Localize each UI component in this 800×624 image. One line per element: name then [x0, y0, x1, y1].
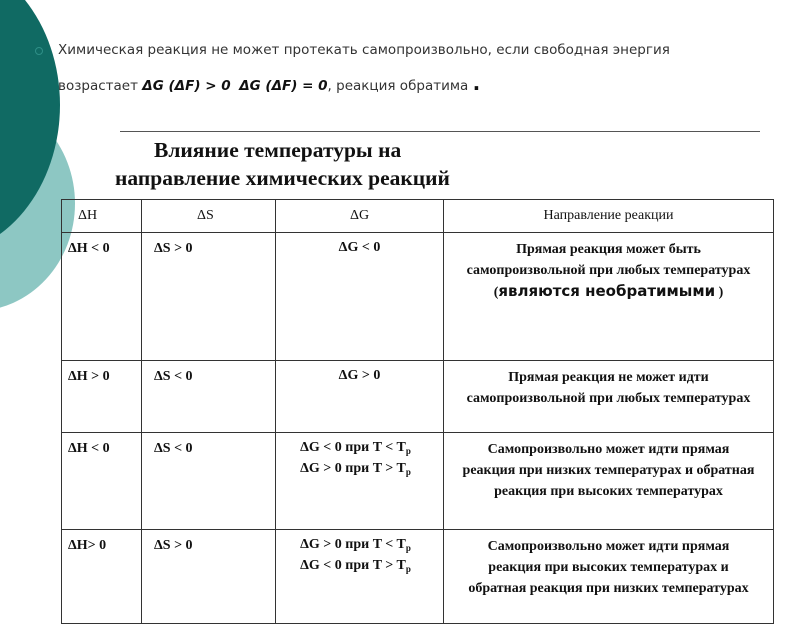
cell-dh: ΔH < 0: [62, 433, 142, 530]
header-dg: ΔG: [276, 200, 444, 233]
direction-text: Прямая реакция может быть самопроизвольной при любых температурах (: [466, 242, 751, 300]
bullet-icon: [35, 47, 43, 55]
cell-dg-line2: [300, 558, 419, 573]
dg-condition-1: ΔG < 0 при T < T: [300, 440, 406, 455]
cell-ds: ΔS > 0: [142, 530, 276, 624]
reaction-direction-table: [61, 199, 774, 624]
dg-condition-2: ΔG < 0 при T > T: [300, 558, 406, 573]
cell-direction: [444, 530, 774, 624]
table-row: [62, 233, 774, 361]
subscript-p: р: [405, 543, 411, 553]
subscript-p: р: [405, 446, 411, 456]
intro-period: .: [472, 71, 481, 95]
divider-line: [120, 131, 760, 132]
direction-text: Прямая реакция не может идти самопроизвольной при любых температурах: [466, 370, 751, 406]
direction-text: Самопроизвольно может идти прямая реакция при высоких температурах и обратная реакция при низких температурах: [468, 539, 749, 596]
cell-dg-line1: [300, 537, 419, 552]
table-row: [62, 530, 774, 624]
direction-emphasis: являются необратимыми: [498, 282, 716, 300]
cell-dg-line1: [300, 440, 419, 455]
cell-dg: [276, 233, 444, 361]
intro-paragraph: [58, 34, 778, 103]
cell-dg: [276, 361, 444, 433]
page-title: [100, 136, 640, 192]
cell-dg-line1: ΔG > 0: [338, 368, 381, 383]
cell-dg-line2: [300, 461, 419, 476]
intro-condition-2: ΔG (ΔF) = 0: [239, 78, 328, 94]
cell-dh: ΔH > 0: [62, 361, 142, 433]
dg-condition-2: ΔG > 0 при T > T: [300, 461, 406, 476]
table-row: [62, 433, 774, 530]
cell-dg: [276, 530, 444, 624]
header-dh: ΔH: [62, 200, 142, 233]
intro-line2-suffix: , реакция обратима: [327, 78, 469, 94]
title-line1: Влияние температуры на: [154, 138, 402, 162]
header-direction: Направление реакции: [444, 200, 774, 233]
title-line2: направление химических реакций: [115, 166, 450, 190]
cell-ds: ΔS < 0: [142, 361, 276, 433]
cell-dg: [276, 433, 444, 530]
header-ds: ΔS: [142, 200, 276, 233]
subscript-p: р: [405, 564, 411, 574]
intro-line2-prefix: возрастает: [58, 78, 143, 94]
cell-dh: ΔH < 0: [62, 233, 142, 361]
intro-condition-1: ΔG (ΔF) > 0: [142, 78, 231, 94]
direction-text: Самопроизвольно может идти прямая реакция при низких температурах и обратная реакция при высоких температурах: [462, 442, 755, 499]
cell-dg-line1: ΔG < 0: [338, 240, 381, 255]
dg-condition-1: ΔG > 0 при T < T: [300, 537, 406, 552]
cell-ds: ΔS < 0: [142, 433, 276, 530]
intro-line1: Химическая реакция не может протекать самопроизвольно, если свободная энергия: [58, 42, 670, 58]
cell-direction: [444, 233, 774, 361]
subscript-p: р: [405, 467, 411, 477]
cell-ds: ΔS > 0: [142, 233, 276, 361]
direction-end: ): [715, 285, 724, 300]
cell-direction: [444, 433, 774, 530]
cell-dh: ΔH> 0: [62, 530, 142, 624]
table-row: [62, 361, 774, 433]
table-header-row: [62, 200, 774, 233]
cell-direction: [444, 361, 774, 433]
